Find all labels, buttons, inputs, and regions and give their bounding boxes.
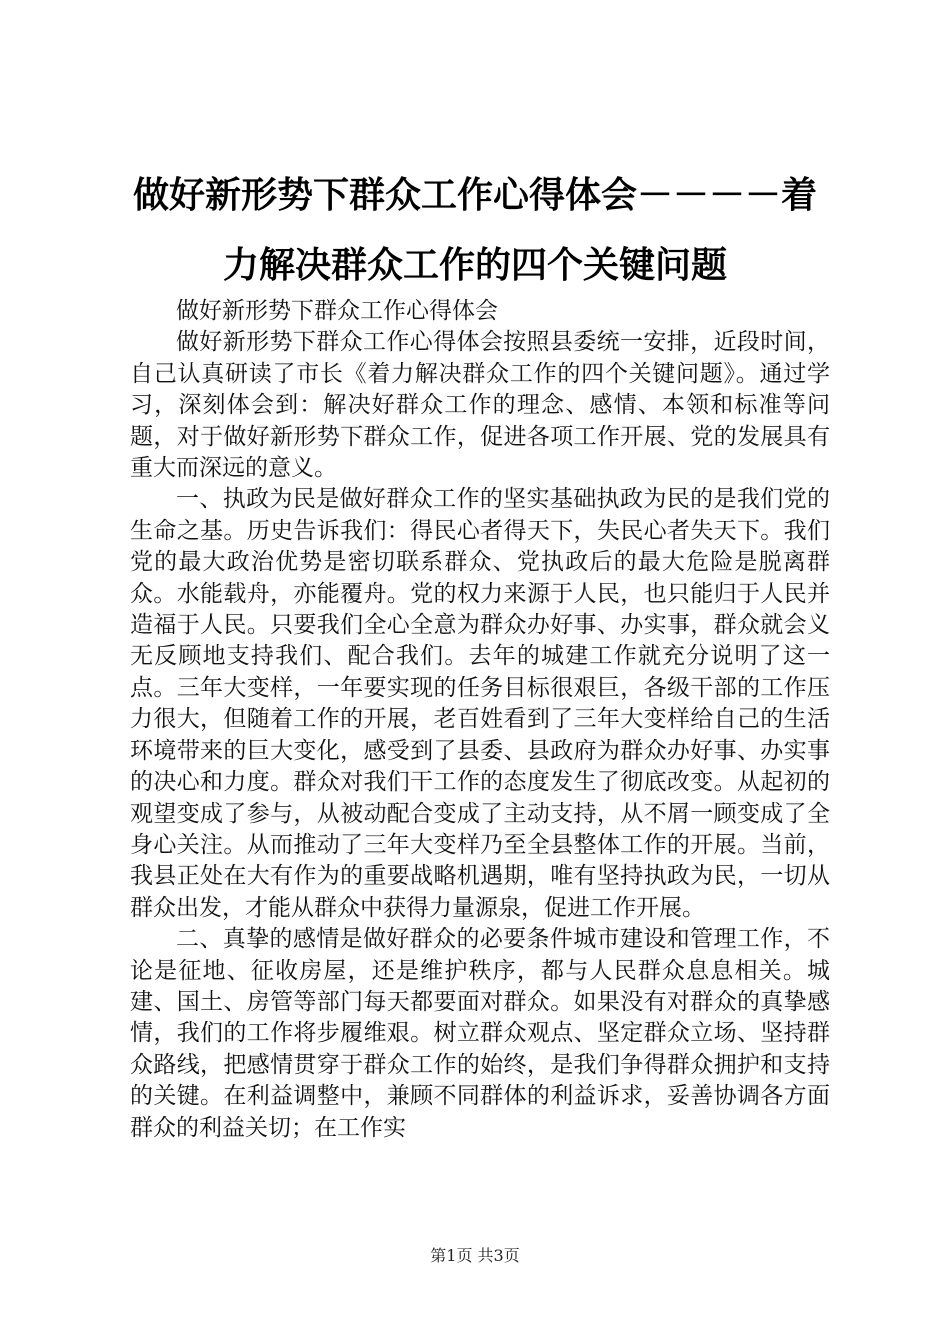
- page-number-footer: 第1页 共3页: [430, 1246, 520, 1265]
- document-body: [130, 296, 830, 1144]
- body-paragraph-subtitle: 做好新形势下群众工作心得体会: [176, 298, 498, 324]
- body-paragraph-section-2: 二、真挚的感情是做好群众的必要条件城市建设和管理工作，不论是征地、征收房屋，还是维护秩序，都与人民群众息息相关。城建、国土、房管等部门每天都要面对群众。如果没有对群众的真挚感情，我们的工作将步履维艰。树立群众观点、坚定群众立场、坚持群众路线，把感情贯穿于群众工作的始终，是我们争得群众拥护和支持的关键。在利益调整中，兼顾不同群体的利益诉求，妥善协调各方面群众的利益关切；在工作实: [130, 926, 830, 1141]
- body-paragraph-section-1: 一、执政为民是做好群众工作的坚实基础执政为民的是我们党的生命之基。历史告诉我们：得民心者得天下，失民心者失天下。我们党的最大政治优势是密切联系群众、党执政后的最大危险是脱离群众。水能载舟，亦能覆舟。党的权力来源于人民，也只能归于人民并造福于人民。只要我们全心全意为群众办好事、办实事，群众就会义无反顾地支持我们、配合我们。去年的城建工作就充分说明了这一点。三年大变样，一年要实现的任务目标很艰巨，各级干部的工作压力很大，但随着工作的开展，老百姓看到了三年大变样给自己的生活环境带来的巨大变化，感受到了县委、县政府为群众办好事、办实事的决心和力度。群众对我们干工作的态度发生了彻底改变。从起初的观望变成了参与，从被动配合变成了主动支持，从不屑一顾变成了全身心关注。从而推动了三年大变样乃至全县整体工作的开展。当前，我县正处在大有作为的重要战略机遇期，唯有坚持执政为民，一切从群众出发，才能从群众中获得力量源泉，促进工作开展。: [130, 486, 830, 921]
- document-title: 做好新形势下群众工作心得体会－－－－着力解决群众工作的四个关键问题: [132, 174, 817, 286]
- body-paragraph-intro: 做好新形势下群众工作心得体会按照县委统一安排，近段时间，自己认真研读了市长《着力解决群众工作的四个关键问题》。通过学习，深刻体会到：解决好群众工作的理念、感情、本领和标准等问题，对于做好新形势下群众工作，促进各项工作开展、党的发展具有重大而深远的意义。: [130, 329, 830, 482]
